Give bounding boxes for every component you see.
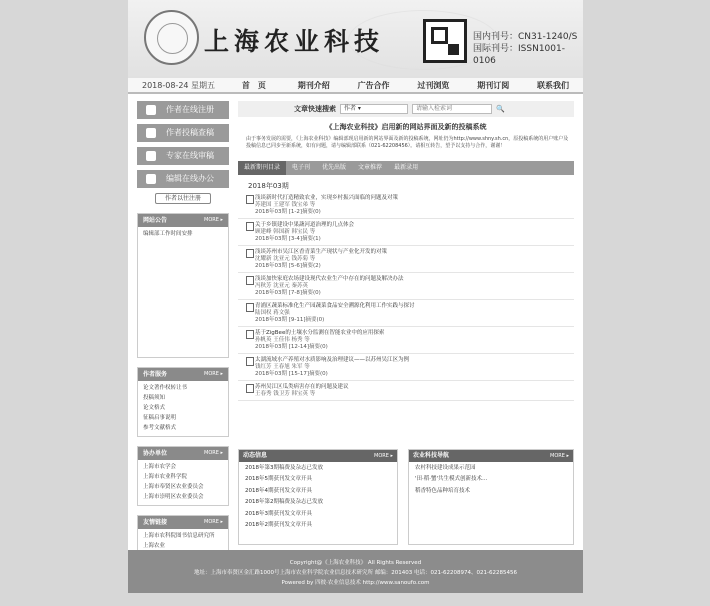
search-icon[interactable]: 🔍 — [496, 105, 505, 113]
list-item — [238, 354, 574, 381]
article-title[interactable]: 关于乡镇建设中果蔬河道治理的几点体会 — [246, 222, 574, 229]
issue-label: 2018年03期 — [248, 182, 289, 190]
article-authors: 王春秀 钱卫芳 韩宝英 等 — [255, 391, 316, 397]
list-item — [238, 246, 574, 273]
user-add-icon — [146, 105, 156, 115]
cn-number: 国内刊号：CN31-1240/S — [473, 32, 578, 42]
content-area — [128, 94, 583, 550]
article-authors: 沈耀新 沈亚元 钱苏菊 等 — [255, 256, 316, 262]
recommend-title: 农业科技导航 — [413, 452, 450, 459]
copyright: Copyright@《上海农业科技》 All Rights Reserved — [289, 560, 422, 566]
article-tabs — [238, 161, 574, 175]
article-meta[interactable]: 2018年03期 [7-8]摘要(0) — [255, 290, 321, 296]
list-item[interactable]: 论文著作权转让书 — [143, 385, 188, 391]
author-register-button[interactable]: 作者在线注册 — [137, 101, 229, 119]
qr-code-icon — [423, 19, 467, 63]
left-sidebar — [137, 101, 229, 575]
list-item[interactable]: 2018年3期获刊发文章开具 — [245, 510, 312, 517]
recommend-box — [408, 449, 574, 545]
list-item[interactable]: 论文格式 — [143, 405, 166, 411]
journal-issn-info — [473, 31, 583, 67]
site-notice-box — [137, 213, 229, 358]
editor-office-button[interactable]: 编辑在线办公 — [137, 170, 229, 188]
article-title[interactable]: 基于ZigBee的土壤水分监测在智能农业中的应用探索 — [246, 330, 574, 337]
friend-links-title: 友情链接 — [143, 519, 168, 526]
list-item — [238, 219, 574, 246]
list-item[interactable]: 稻香特色品种培育技术 — [415, 487, 471, 494]
list-item[interactable]: 上海农业 — [143, 543, 166, 549]
author-service-box — [137, 367, 229, 437]
search-input[interactable]: 请输入检索词 — [412, 104, 492, 114]
article-title[interactable]: 苏州吴江区瓜类病害存在的问题及建议 — [246, 384, 574, 391]
list-item — [238, 192, 574, 219]
nav-advertising[interactable]: 广告合作 — [357, 80, 390, 90]
notice-body: 由于事务发展的需要，《上海农业科技》编辑部现启用新的网站界面及新的投稿系统，网址仍为http://www.shny.sh.cn，原投稿系统的用户账户及投稿信息已同步至新系统，如有问题，请与编辑部联系（021-62208456）。请相互转告，望予以支持与合作，谢谢！ — [246, 136, 569, 149]
list-item[interactable]: '田·稻·蟹'共生模式创新技术… — [415, 476, 488, 483]
sponsor-title: 协办单位 — [143, 450, 168, 457]
recommend-more-link[interactable]: MORE ▸ — [550, 453, 569, 459]
author-service-title: 作者服务 — [143, 371, 168, 378]
tab-accepted[interactable]: 最新录用 — [394, 164, 419, 171]
article-authors: 冯秋芳 沈亚元 秦苏英 — [255, 283, 308, 289]
article-authors: 顾建峰 韩国新 韩宝民 等 — [255, 229, 316, 235]
article-meta[interactable]: 2018年03期 [15-17]摘要(0) — [255, 371, 328, 377]
tab-recommended[interactable]: 文章推荐 — [358, 164, 383, 171]
list-item[interactable]: 农村科技建设成果示范园 — [415, 465, 476, 471]
list-item[interactable]: 2018年第2期稿费及杂志已发放 — [245, 499, 323, 506]
top-navigation — [128, 78, 583, 94]
nav-contact[interactable]: 联系我们 — [537, 80, 570, 90]
list-item[interactable]: 上海市农学会 — [143, 464, 177, 470]
sponsor-more-link[interactable]: MORE ▸ — [204, 450, 223, 456]
editor-icon — [146, 174, 156, 184]
main-column — [238, 101, 574, 413]
news-title: 动态信息 — [243, 452, 268, 459]
site-header — [128, 0, 583, 78]
expert-icon — [146, 151, 156, 161]
list-item[interactable]: 上海市崇明区农业委员会 — [143, 494, 204, 500]
article-authors: 陆国权 蒋文强 — [255, 310, 290, 316]
list-item — [238, 381, 574, 401]
journal-title[interactable]: 上海农业科技 — [204, 27, 385, 56]
tab-online-first[interactable]: 优先出版 — [322, 164, 347, 171]
list-item — [238, 300, 574, 327]
article-meta[interactable]: 2018年03期 [5-6]摘要(2) — [255, 263, 321, 269]
list-item — [238, 327, 574, 354]
article-authors: 孙帆英 王佳伟 杨秀 等 — [255, 337, 310, 343]
search-label: 文章快速搜索 — [294, 105, 336, 113]
article-title[interactable]: 太湖流域水产养殖对水质影响及治理建议——以苏州吴江区为例 — [246, 357, 574, 364]
legacy-register-button[interactable]: 作者以往注册 — [155, 193, 211, 204]
powered-by[interactable]: Powered by 四彼·农业信息技术 http://www.sanoufo.com — [281, 580, 430, 586]
current-date: 2018-08-24 星期五 — [142, 80, 216, 90]
quick-search-bar — [238, 101, 574, 117]
article-title[interactable]: 浅谈苏州市吴江区香青菜生产现状与产业化开发的对策 — [246, 249, 574, 256]
checklist-icon — [146, 128, 156, 138]
expert-review-button[interactable]: 专家在线审稿 — [137, 147, 229, 165]
list-item[interactable]: 参考文献格式 — [143, 425, 177, 431]
notice-title[interactable]: 《上海农业科技》启用新的网站界面及新的投稿系统 — [325, 123, 487, 131]
list-item[interactable]: 2018年2期获刊发文章开具 — [245, 522, 312, 529]
lower-panels — [238, 449, 574, 544]
nav-home[interactable]: 首 页 — [241, 80, 266, 90]
journal-seal-logo[interactable] — [144, 10, 199, 65]
sponsor-box — [137, 446, 229, 506]
article-authors: 钱红芳 王春旭 朱军 等 — [255, 364, 310, 370]
author-service-more-link[interactable]: MORE ▸ — [204, 371, 223, 377]
list-item[interactable]: 上海市农业科学院 — [143, 474, 188, 480]
article-title[interactable]: 浅谈新时代打造精致农业，实现乡村振兴面临的问题及对策 — [246, 195, 574, 202]
list-item — [238, 273, 574, 300]
friend-links-more-link[interactable]: MORE ▸ — [204, 519, 223, 525]
article-title[interactable]: 浅谈加快家庭农场建设现代农业生产中存在的问题及解决办法 — [246, 276, 574, 283]
site-footer — [128, 550, 583, 593]
address: 地址：上海市奉贤区金汇路1000号上海市农业科学院农业信息技术研究所 邮编：201403 电话：021-62208974、021-62285456 — [194, 570, 517, 576]
article-authors: 苏建国 王建军 钱宝弟 等 — [255, 202, 316, 208]
nav-past-issues[interactable]: 过刊浏览 — [417, 80, 450, 90]
nav-journal-intro[interactable]: 期刊介绍 — [297, 80, 330, 90]
article-meta[interactable]: 2018年03期 [12-14]摘要(0) — [255, 344, 328, 350]
list-item[interactable]: 2018年5期获刊发文章开具 — [245, 476, 312, 483]
issn-number: 国际刊号：ISSN1001-0106 — [473, 44, 565, 66]
author-submit-button[interactable]: 作者投稿查稿 — [137, 124, 229, 142]
list-item[interactable]: 2018年第3期稿费及杂志已发放 — [245, 465, 323, 471]
list-item[interactable]: 上海市农科院图书信息研究所 — [143, 533, 215, 539]
list-item[interactable]: 征稿启事说明 — [143, 415, 177, 421]
tab-latest-issue[interactable]: 最新期刊目录 — [238, 161, 286, 175]
list-item[interactable]: 2018年4期获刊发文章开具 — [245, 487, 312, 494]
list-item[interactable]: 投稿须知 — [143, 395, 166, 401]
nav-subscribe[interactable]: 期刊订阅 — [477, 80, 510, 90]
list-item[interactable]: 上海市奉贤区农业委员会 — [143, 484, 204, 490]
article-list — [238, 192, 574, 413]
article-meta[interactable]: 2018年03期 [1-2]摘要(0) — [255, 209, 321, 215]
tab-ejournal[interactable]: 电子刊 — [292, 164, 311, 171]
search-field-select[interactable]: 作者 ▾ — [340, 104, 408, 114]
article-meta[interactable]: 2018年03期 [3-4]摘要(1) — [255, 236, 321, 242]
news-more-link[interactable]: MORE ▸ — [374, 453, 393, 459]
news-box — [238, 449, 398, 545]
site-notice-more-link[interactable]: MORE ▸ — [204, 217, 223, 223]
site-notice-title: 网站公告 — [143, 217, 168, 224]
article-meta[interactable]: 2018年03期 [9-11]摘要(0) — [255, 317, 325, 323]
list-item[interactable]: 编辑部工作时间安排 — [143, 231, 193, 237]
article-title[interactable]: 青浦区蔬菜标准化生产园蔬菜食品安全溯源化利用工作实践与探讨 — [246, 303, 574, 310]
